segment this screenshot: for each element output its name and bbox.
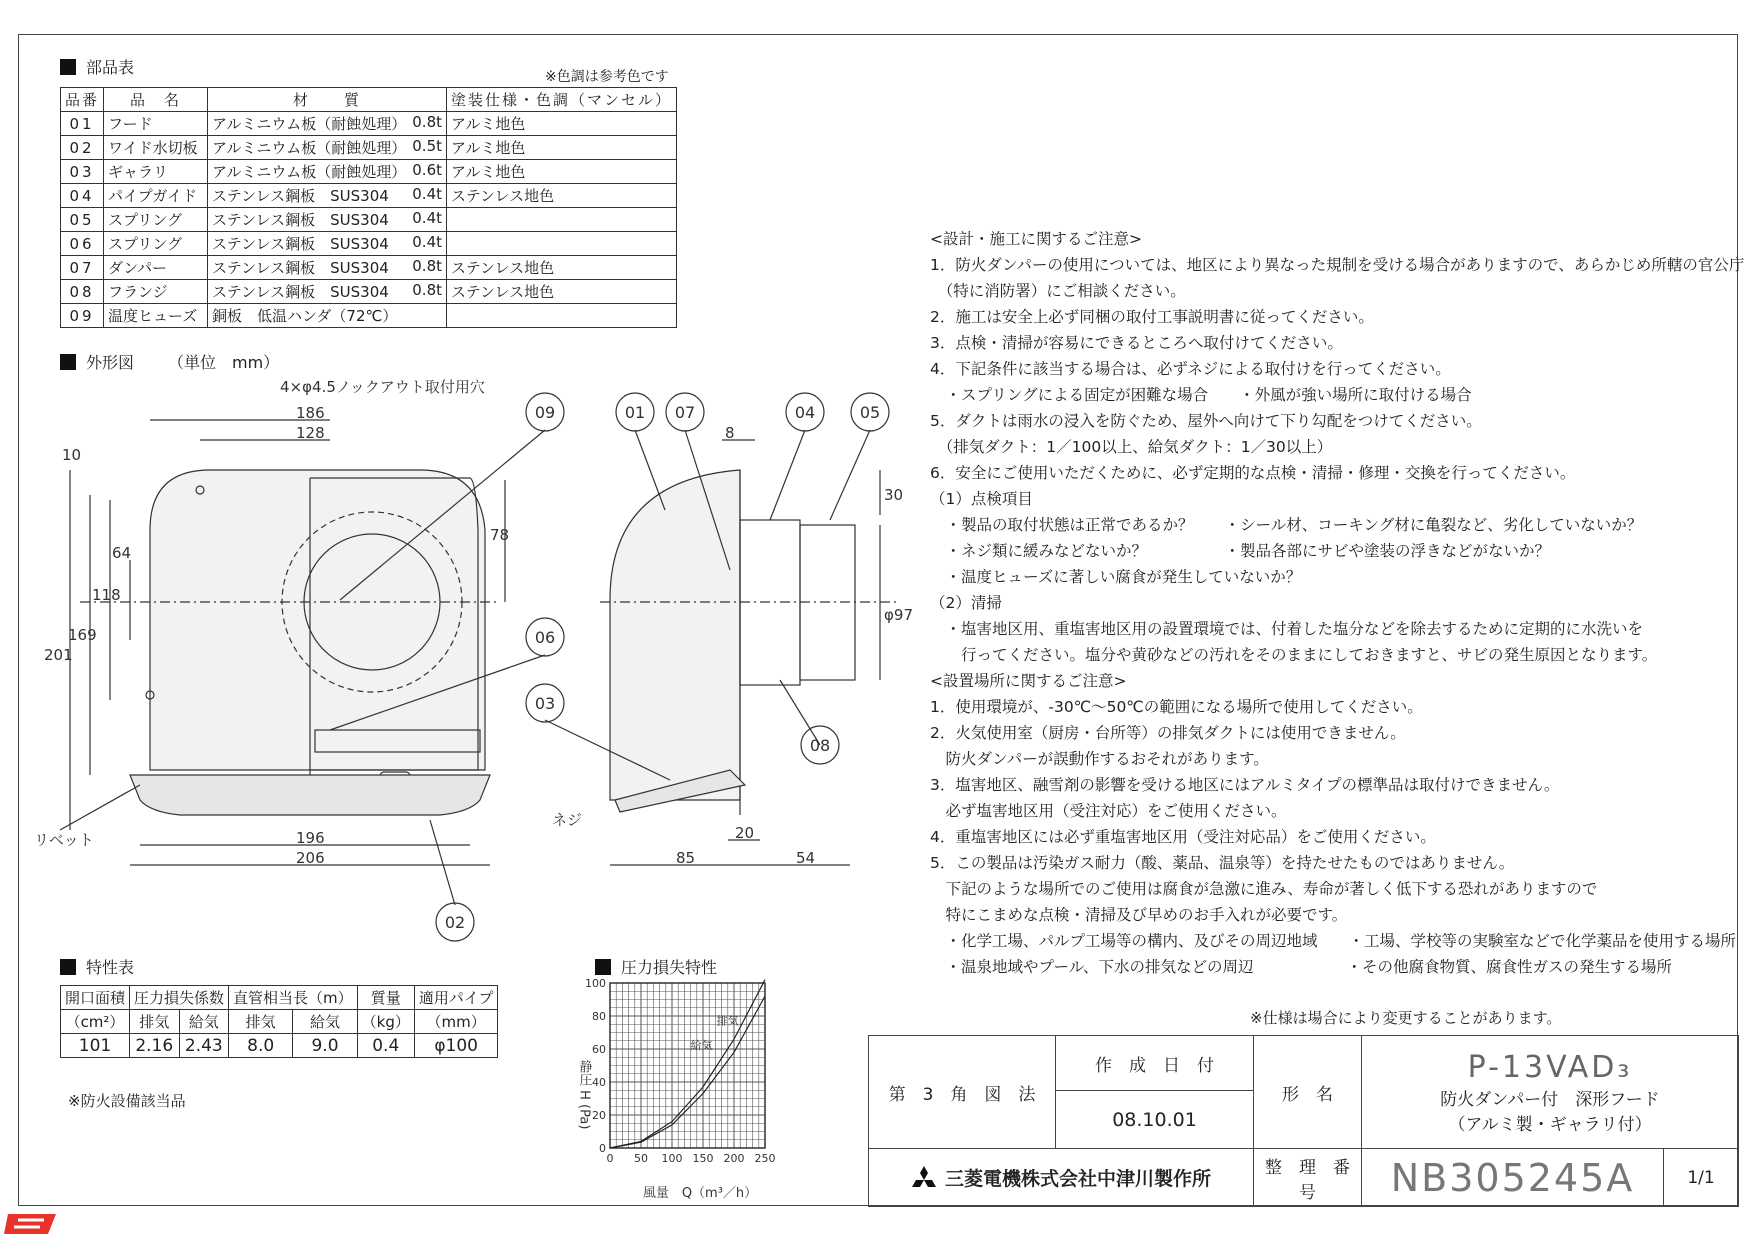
- chart-y-tick: 20: [592, 1109, 606, 1122]
- dim-8: 8: [725, 424, 735, 442]
- part-finish: ステンレス地色: [447, 184, 677, 208]
- chart-x-tick: 50: [634, 1152, 648, 1165]
- note-line: <設計・施工に関するご注意>: [930, 230, 1142, 248]
- note-line: ・塩害地区用、重塩害地区用の設置環境では、付着した塩分などを除去するために定期的に水洗いを: [930, 620, 1644, 638]
- spec-h-p-exh: 排気: [130, 1010, 180, 1034]
- spec-h-l-sup: 給気: [293, 1010, 357, 1034]
- ref-label-cell: 整 理 番 号: [1254, 1149, 1362, 1207]
- chart-y-tick: 0: [599, 1142, 606, 1155]
- note-line: （特に消防署）にご相談ください。: [930, 282, 1186, 300]
- chart-series-line: [610, 980, 765, 1148]
- spec-h-pipe-len: 直管相当長（m）: [229, 986, 358, 1010]
- part-finish: アルミ地色: [447, 160, 677, 184]
- callout-leader: [830, 430, 870, 520]
- part-name: パイプガイド: [104, 184, 208, 208]
- model-desc1: 防火ダンパー付 深形フード: [1440, 1089, 1660, 1110]
- part-material: ステンレス鋼板 SUS304: [212, 259, 389, 277]
- chart-x-tick: 200: [723, 1152, 745, 1165]
- page-cell: 1/1: [1664, 1149, 1739, 1207]
- part-no: 04: [61, 184, 104, 208]
- part-name: スプリング: [104, 208, 208, 232]
- section-square-icon: [60, 959, 76, 975]
- date-cell: 08.10.01: [1056, 1091, 1254, 1149]
- dim-201: 201: [44, 646, 73, 664]
- part-name: フード: [104, 112, 208, 136]
- part-no: 08: [61, 280, 104, 304]
- callout-text-06: 06: [534, 628, 556, 647]
- dim-97: φ97: [884, 606, 913, 624]
- chart-y-tick: 100: [585, 977, 606, 990]
- part-name: フランジ: [104, 280, 208, 304]
- dim-64: 64: [112, 544, 132, 562]
- characteristics-title: [60, 955, 134, 978]
- part-material: ステンレス鋼板 SUS304: [212, 211, 389, 229]
- note-line: ・化学工場、パルプ工場等の構内、及びその周辺地域 ・工場、学校等の実験室などで化学薬品を使用する場所: [930, 932, 1737, 950]
- company-name: 三菱電機株式会社中津川製作所: [944, 1168, 1211, 1190]
- callout-text-01: 01: [624, 403, 646, 422]
- spec-v-p-exh: 2.16: [130, 1034, 180, 1058]
- spec-v-l-exh: 8.0: [229, 1034, 293, 1058]
- dim-118: 118: [92, 586, 121, 604]
- part-material: ステンレス鋼板 SUS304: [212, 235, 389, 253]
- spec-change-note: ※仕様は場合により変更することがあります。: [1250, 1009, 1562, 1027]
- note-line: 1．防火ダンパーの使用については、地区により異なった規制を受ける場合がありますので、あらかじめ所轄の官公庁: [930, 256, 1745, 274]
- spec-v-open: 101: [61, 1034, 130, 1058]
- chart-series-label: 給気: [690, 1039, 713, 1052]
- callout-text-07: 07: [674, 403, 696, 422]
- note-line: ・温泉地域やプール、下水の排気などの周辺 ・その他腐食物質、腐食性ガスの発生する場所: [930, 958, 1672, 976]
- spec-h-pipe: 適用パイプ: [414, 986, 498, 1010]
- part-name: ワイド水切板: [104, 136, 208, 160]
- callout-text-03: 03: [534, 694, 556, 713]
- note-line: （1）点検項目: [930, 490, 1033, 508]
- part-no: 02: [61, 136, 104, 160]
- chart-series-line: [610, 996, 765, 1148]
- callout-text-08: 08: [809, 736, 831, 755]
- note-line: 4．下記条件に該当する場合は、必ずネジによる取付けを行ってください。: [930, 360, 1451, 378]
- part-thickness: 0.6t: [412, 161, 443, 179]
- chart-series-label: 排気: [716, 1014, 739, 1028]
- dim-20: 20: [735, 824, 755, 842]
- chart-x-tick: 0: [606, 1152, 614, 1165]
- front-drip-board: [130, 775, 490, 815]
- part-thickness: 0.8t: [412, 281, 443, 299]
- dim-196: 196: [296, 829, 325, 847]
- part-material: ステンレス鋼板 SUS304: [212, 283, 389, 301]
- screw-label: ネジ: [552, 811, 583, 829]
- note-line: （排気ダクト：1／100以上、給気ダクト：1／30以上）: [930, 438, 1333, 456]
- part-finish: アルミ地色: [447, 136, 677, 160]
- note-line: <設置場所に関するご注意>: [930, 672, 1127, 690]
- note-line: 6．安全にご使用いただくために、必ず定期的な点検・清掃・修理・交換を行ってください。: [930, 464, 1576, 482]
- dim-78: 78: [490, 526, 510, 544]
- corner-mark-icon: [4, 1210, 60, 1238]
- chart-x-tick: 250: [754, 1152, 776, 1165]
- spec-h-open-unit: （cm²）: [61, 1010, 130, 1034]
- chart-y-tick: 80: [592, 1010, 606, 1023]
- callout-text-09: 09: [534, 403, 556, 422]
- characteristics-table: [60, 985, 498, 1058]
- dim-85: 85: [676, 849, 696, 867]
- part-material: アルミニウム板（耐蝕処理）: [212, 163, 407, 181]
- spec-h-open: 開口面積: [61, 986, 130, 1010]
- ref-number-cell: NB305245A: [1362, 1149, 1664, 1207]
- dim-54: 54: [796, 849, 816, 867]
- spec-h-l-exh: 排気: [229, 1010, 293, 1034]
- callout-text-04: 04: [794, 403, 816, 422]
- chart-x-tick: 100: [661, 1152, 683, 1165]
- part-no: 06: [61, 232, 104, 256]
- rivet-label: リベット: [34, 831, 94, 849]
- company-cell: [869, 1149, 1254, 1207]
- part-name: 温度ヒューズ: [104, 304, 208, 328]
- part-name: ダンパー: [104, 256, 208, 280]
- note-line: 特にこまめな点検・清掃及び早めのお手入れが必要です。: [930, 906, 1348, 924]
- spec-h-mass: 質量: [357, 986, 414, 1010]
- note-line: ・スプリングによる固定が困難な場合 ・外風が強い場所に取付ける場合: [930, 386, 1472, 404]
- part-thickness: 0.4t: [412, 233, 443, 251]
- note-line: 必ず塩害地区用（受注対応）をご使用ください。: [930, 802, 1287, 820]
- part-no: 05: [61, 208, 104, 232]
- spec-h-mass-unit: （kg）: [357, 1010, 414, 1034]
- spec-v-l-sup: 9.0: [293, 1034, 357, 1058]
- dim-30: 30: [884, 486, 904, 504]
- outline-unit: （単位 mm）: [168, 353, 280, 372]
- callout-leader: [635, 430, 665, 510]
- dim-186: 186: [296, 404, 325, 422]
- part-thickness: 0.8t: [412, 257, 443, 275]
- note-line: ・温度ヒューズに著しい腐食が発生していないか？: [930, 568, 1302, 586]
- note-line: 2．火気使用室（厨房・台所等）の排気ダクトには使用できません。: [930, 724, 1406, 742]
- part-thickness: 0.4t: [412, 185, 443, 203]
- part-thickness: 0.4t: [412, 209, 443, 227]
- part-thickness: 0.8t: [412, 113, 443, 131]
- pressure-chart: [560, 975, 820, 1205]
- date-label-cell: 作 成 日 付: [1056, 1036, 1254, 1091]
- characteristics-title-text: 特性表: [86, 958, 135, 977]
- note-line: 防火ダンパーが誤動作するおそれがあります。: [930, 750, 1269, 768]
- note-line: 1．使用環境が、-30℃～50℃の範囲になる場所で使用してください。: [930, 698, 1423, 716]
- part-material: アルミニウム板（耐蝕処理）: [212, 139, 407, 157]
- spec-h-pressure: 圧力損失係数: [130, 986, 229, 1010]
- part-material: 銅板 低温ハンダ（72℃）: [212, 307, 398, 325]
- note-line: 下記のような場所でのご使用は腐食が急激に進み、寿命が著しく低下する恐れがありますので: [930, 880, 1598, 898]
- spec-h-pipe-unit: （mm）: [414, 1010, 498, 1034]
- dim-169: 169: [68, 626, 97, 644]
- spec-v-p-sup: 2.43: [179, 1034, 229, 1058]
- callout-leader: [430, 820, 455, 905]
- front-hood-outline: [150, 470, 485, 770]
- note-line: 3．点検・清掃が容易にできるところへ取付けてください。: [930, 334, 1343, 352]
- dim-10: 10: [62, 446, 82, 464]
- parts-header-finish: 塗装仕様・色調（マンセル）: [447, 88, 677, 112]
- part-no: 03: [61, 160, 104, 184]
- rivet-leader: [60, 785, 140, 830]
- note-line: （2）清掃: [930, 594, 1002, 612]
- outline-title-text: 外形図: [86, 353, 135, 372]
- part-no: 07: [61, 256, 104, 280]
- spec-h-p-sup: 給気: [179, 1010, 229, 1034]
- part-thickness: 0.5t: [412, 137, 443, 155]
- spec-v-mass: 0.4: [357, 1034, 414, 1058]
- parts-header-no: 品番: [61, 88, 104, 112]
- chart-y-tick: 60: [592, 1043, 606, 1056]
- callout-text-05: 05: [859, 403, 881, 422]
- note-line: ・ネジ類に緩みなどないか？ ・製品各部にサビや塗装の浮きなどがないか？: [930, 542, 1551, 560]
- part-finish: ステンレス地色: [447, 280, 677, 304]
- model-cell: [1362, 1036, 1739, 1149]
- design-notes: [930, 226, 1745, 668]
- part-no: 09: [61, 304, 104, 328]
- note-line: 3．塩害地区、融雪剤の影響を受ける地区にはアルミタイプの標準品は取付けできません。: [930, 776, 1560, 794]
- part-finish: アルミ地色: [447, 112, 677, 136]
- chart-y-tick: 40: [592, 1076, 606, 1089]
- mitsubishi-logo-icon: [911, 1166, 937, 1190]
- part-no: 01: [61, 112, 104, 136]
- color-note: ※色調は参考色です: [545, 69, 669, 85]
- part-finish: ステンレス地色: [447, 256, 677, 280]
- part-material: アルミニウム板（耐蝕処理）: [212, 115, 407, 133]
- model-number: P-13VAD₃: [1467, 1049, 1633, 1085]
- model-desc2: （アルミ製・ギャラリ付）: [1448, 1114, 1652, 1135]
- part-material: ステンレス鋼板 SUS304: [212, 187, 389, 205]
- title-block: [868, 1035, 1739, 1207]
- parts-header-material: 材 質: [208, 88, 447, 112]
- part-name: スプリング: [104, 232, 208, 256]
- fire-note: ※防火設備該当品: [68, 1092, 186, 1110]
- notes-block: [930, 226, 1745, 980]
- chart-x-label: 風量 Q（m³／h）: [642, 1186, 758, 1201]
- part-name: ギャラリ: [104, 160, 208, 184]
- note-line: 5．この製品は汚染ガス耐力（酸、薬品、温泉等）を持たせたものではありません。: [930, 854, 1515, 872]
- note-line: 4．重塩害地区には必ず重塩害地区用（受注対応品）をご使用ください。: [930, 828, 1436, 846]
- hole-note: 4×φ4.5ノックアウト取付用穴: [280, 378, 485, 396]
- callout-leader: [770, 430, 805, 520]
- callout-text-02: 02: [444, 913, 466, 932]
- dim-128: 128: [296, 424, 325, 442]
- note-line: 行ってください。塩分や黄砂などの汚れをそのままにしておきますと、サビの発生原因となります。: [930, 646, 1658, 664]
- note-line: ・製品の取付状態は正常であるか？ ・シール材、コーキング材に亀裂など、劣化していないか？: [930, 516, 1643, 534]
- section-square-icon: [595, 959, 611, 975]
- parts-header-name: 品 名: [104, 88, 208, 112]
- chart-y-label: 静圧 H (Pa): [576, 1060, 592, 1130]
- install-notes: [930, 668, 1737, 980]
- pressure-chart-title-text: 圧力損失特性: [621, 958, 718, 977]
- spec-v-pipe: φ100: [414, 1034, 498, 1058]
- parts-title-text: 部品表: [86, 58, 135, 77]
- note-line: 5．ダクトは雨水の浸入を防ぐため、屋外へ向けて下り勾配をつけてください。: [930, 412, 1482, 430]
- projection-cell: 第 3 角 図 法: [869, 1036, 1056, 1149]
- dim-206: 206: [296, 849, 325, 867]
- note-line: 2．施工は安全上必ず同梱の取付工事説明書に従ってください。: [930, 308, 1374, 326]
- chart-x-tick: 150: [692, 1152, 714, 1165]
- model-label-cell: 形 名: [1254, 1036, 1362, 1149]
- side-hood-outline: [610, 470, 740, 800]
